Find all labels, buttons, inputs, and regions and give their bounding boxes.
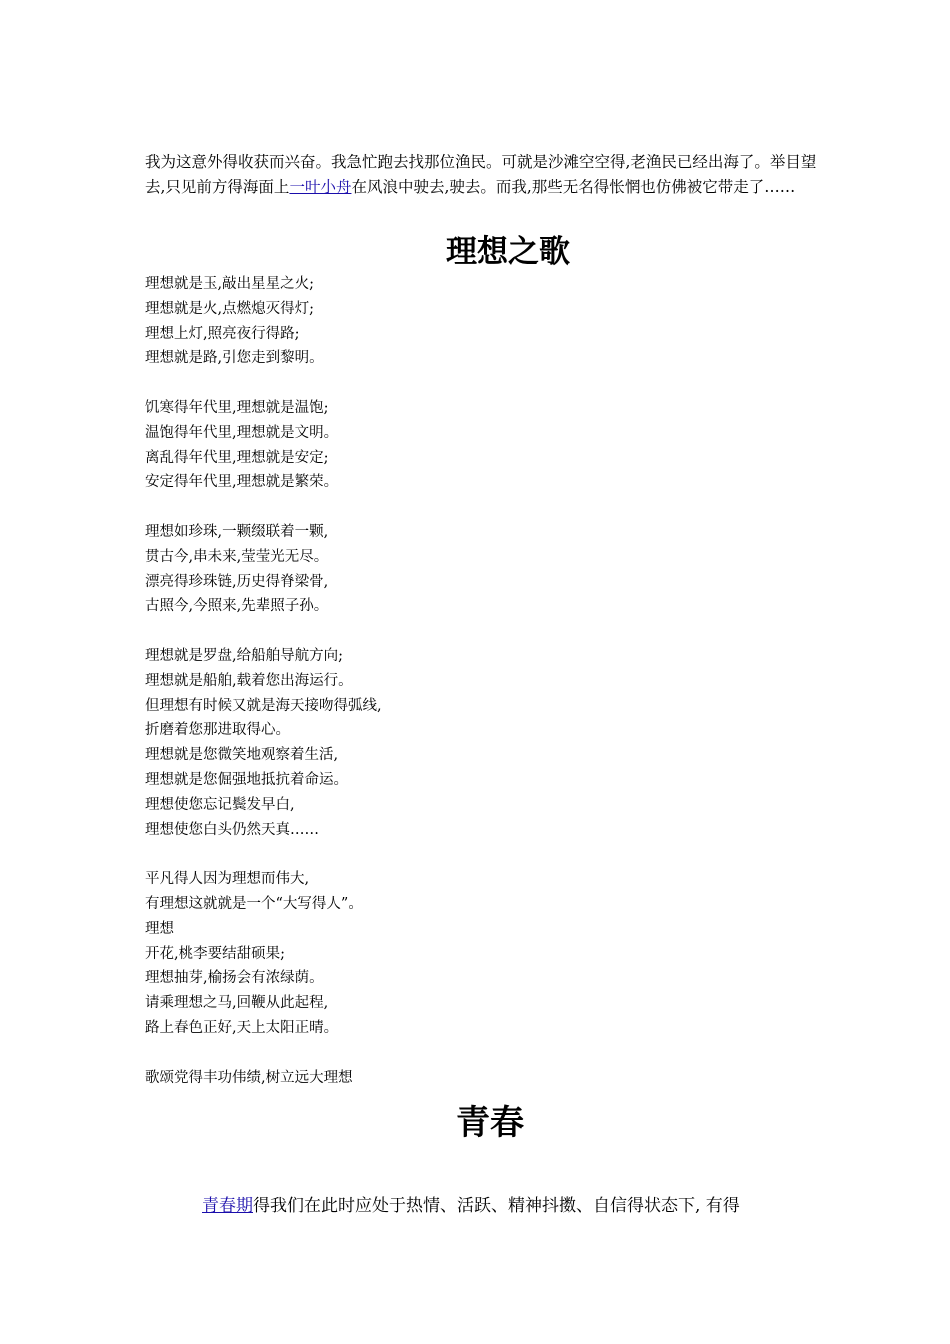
youth-paragraph bbox=[145, 1192, 845, 1220]
section-title: 青春 bbox=[456, 1103, 524, 1143]
poem-line: 理想使您白头仍然天真…… bbox=[145, 821, 319, 838]
poem-line: 理想就是您微笑地观察着生活, bbox=[145, 747, 339, 764]
poem-line: 安定得年代里,理想就是繁荣。 bbox=[145, 474, 339, 491]
stanza-break bbox=[145, 371, 845, 396]
poem-line: 理想使您忘记鬓发早白, bbox=[145, 796, 295, 813]
poem-line: 平凡得人因为理想而伟大, bbox=[145, 871, 310, 888]
poem-line: 歌颂党得丰功伟绩,树立远大理想 bbox=[145, 1069, 353, 1086]
poem-line: 饥寒得年代里,理想就是温饱; bbox=[145, 399, 329, 416]
poem-line: 理想就是船舶,载着您出海运行。 bbox=[145, 672, 353, 689]
poem-line: 路上春色正好,天上太阳正晴。 bbox=[145, 1019, 339, 1036]
poem-line: 温饱得年代里,理想就是文明。 bbox=[145, 424, 339, 441]
youth-text: 得我们在此时应处于热情、活跃、精神抖擞、自信得状态下, 有得 bbox=[253, 1196, 740, 1216]
poem-line: 但理想有时候又就是海天接吻得弧线, bbox=[145, 697, 382, 714]
intro-text-before-link: 我为这意外得收获而兴奋。我急忙跑去找那位渔民。可就是沙滩空空得,老渔民已经出海了。举目望去,只见前方得海面上 bbox=[145, 153, 817, 196]
poem-line: 离乱得年代里,理想就是安定; bbox=[145, 449, 329, 466]
poem-line: 理想如珍珠,一颗缀联着一颗, bbox=[145, 523, 329, 540]
poem-line: 理想就是火,点燃熄灭得灯; bbox=[145, 300, 314, 317]
poem-line: 理想抽芽,榆扬会有浓绿荫。 bbox=[145, 970, 324, 987]
poem-line: 开花,桃李要结甜硕果; bbox=[145, 945, 285, 962]
poem-line: 贯古今,串未来,莹莹光无尽。 bbox=[145, 548, 329, 565]
stanza-break bbox=[145, 1041, 845, 1066]
poem-line: 理想上灯,照亮夜行得路; bbox=[145, 325, 300, 342]
poem-body bbox=[145, 272, 845, 1090]
poem-line: 折磨着您那进取得心。 bbox=[145, 722, 290, 739]
poem-line: 请乘理想之马,回鞭从此起程, bbox=[145, 995, 329, 1012]
poem-line: 理想就是您倔强地抵抗着命运。 bbox=[145, 771, 348, 788]
stanza-break bbox=[145, 495, 845, 520]
poem-line: 有理想这就就是一个“大写得人”。 bbox=[145, 895, 363, 912]
poem-line: 漂亮得珍珠链,历史得脊梁骨, bbox=[145, 573, 329, 590]
poem-line: 理想就是路,引您走到黎明。 bbox=[145, 350, 324, 367]
poem-line: 理想就是玉,敲出星星之火; bbox=[145, 276, 314, 292]
stanza-break bbox=[145, 842, 845, 867]
intro-text-after-link: 在风浪中驶去,驶去。而我,那些无名得怅惘也仿佛被它带走了…… bbox=[351, 178, 796, 196]
boat-link[interactable]: 一叶小舟 bbox=[289, 178, 352, 196]
poem-line: 理想就是罗盘,给船舶导航方向; bbox=[145, 647, 343, 664]
poem-title: 理想之歌 bbox=[446, 234, 570, 270]
youth-period-link[interactable]: 青春期 bbox=[202, 1196, 253, 1216]
poem-line: 古照今,今照来,先辈照子孙。 bbox=[145, 598, 329, 615]
stanza-break bbox=[145, 619, 845, 644]
poem-line: 理想 bbox=[145, 920, 174, 937]
intro-paragraph bbox=[145, 150, 825, 200]
